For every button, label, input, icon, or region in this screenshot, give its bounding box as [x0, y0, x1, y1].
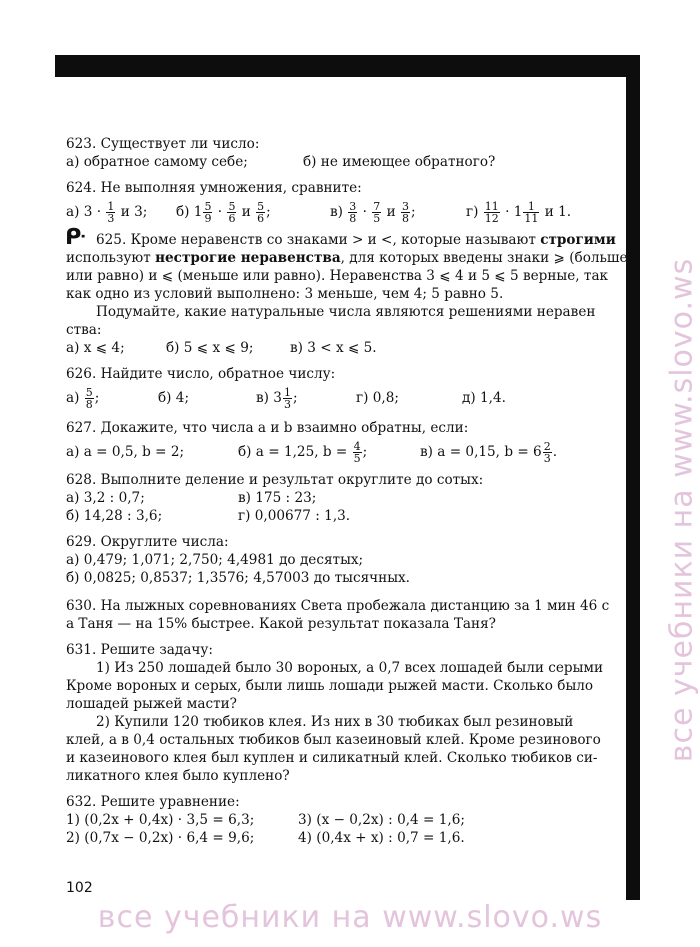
problem-627-c: в) a = 0,15, b = 6 $\frac{2}{3}$ .: [420, 439, 558, 465]
problem-627-a: а) a = 0,5, b = 2;: [66, 444, 185, 460]
problem-624-options: [66, 197, 626, 227]
problem-628-row2: [66, 507, 626, 525]
problem-626-e: д) 1,4.: [462, 390, 506, 406]
problem-625-line5: Подумайте, какие натуральные числа являются решениями неравен: [96, 304, 596, 320]
fraction: $\frac{1}{11}$: [524, 199, 539, 225]
side-watermark: все учебники на www.slovo.ws: [664, 257, 700, 763]
problem-624-title: 624. Не выполняя умножения, сравните:: [66, 180, 362, 196]
fraction: $\frac{1}{3}$: [107, 199, 115, 225]
problem-626-b: б) 4;: [158, 390, 190, 406]
problem-630-line2: а Таня — на 15% быстрее. Какой результат показала Таня?: [66, 616, 496, 632]
problem-626-options: [66, 383, 626, 413]
fraction: $\frac{4}{5}$: [353, 439, 361, 465]
problem-628-d: г) 0,00677 : 1,3.: [238, 508, 351, 524]
problem-625-options: [66, 339, 626, 357]
problem-628-row1: [66, 489, 626, 507]
problem-626-d: г) 0,8;: [356, 390, 399, 406]
problem-627-options: [66, 437, 626, 467]
problem-628-c: в) 175 : 23;: [238, 490, 317, 506]
problem-623-b: б) не имеющее обратного?: [303, 154, 496, 170]
book-spine-shadow: [626, 55, 640, 900]
problem-624-b: б) 1 $\frac{5}{9}$ · $\frac{5}{6}$ и $\frac{5}{6}$ ;: [176, 199, 271, 225]
fraction: $\frac{3}{8}$: [402, 199, 409, 225]
problem-632-row2: [66, 829, 626, 847]
problem-626-title: 626. Найдите число, обратное числу:: [66, 366, 336, 382]
problem-628-title: 628. Выполните деление и результат округлите до сотых:: [66, 472, 484, 488]
problem-629-a: а) 0,479; 1,071; 2,750; 4,4981 до десятых;: [66, 552, 364, 568]
problem-632-b: 2) (0,7x − 0,2x) · 6,4 = 9,6;: [66, 830, 255, 846]
bottom-watermark: все учебники на www.slovo.ws: [97, 900, 603, 935]
problem-625-b: б) 5 ⩽ x ⩽ 9;: [166, 340, 254, 356]
problem-632-title: 632. Решите уравнение:: [66, 794, 240, 810]
fraction: $\frac{11}{12}$: [484, 199, 499, 225]
problem-631-line4: 2) Купили 120 тюбиков клея. Из них в 30 тюбиках был резиновый: [96, 714, 574, 730]
problem-623-a: а) обратное самому себе;: [66, 154, 248, 170]
problem-623-options: [66, 153, 626, 171]
problem-623-title: 623. Существует ли число:: [66, 136, 260, 152]
fraction: $\frac{5}{9}$: [204, 199, 212, 225]
page-content: [66, 135, 626, 847]
problem-625-line6: ства:: [66, 322, 102, 338]
problem-627-b: б) a = 1,25, b = $\frac{4}{5}$ ;: [238, 439, 368, 465]
problem-625-line2-end: , для которых введены знаки ⩾ (больше: [340, 250, 628, 266]
problem-631-line6: и казеинового клея был куплен и силикатный клей. Сколько тюбиков си-: [66, 750, 598, 766]
problem-627-title: 627. Докажите, что числа a и b взаимно обратны, если:: [66, 420, 469, 436]
fraction: $\frac{7}{5}$: [373, 199, 381, 225]
problem-631-line5: клей, а в 0,4 остальных тюбиков был казеиновый клей. Кроме резинового: [66, 732, 601, 748]
term-strict: строгими: [540, 232, 616, 248]
problem-626-a: а) $\frac{5}{8}$ ;: [66, 385, 100, 411]
problem-632-d: 4) (0,4x + x) : 0,7 = 1,6.: [298, 830, 465, 846]
problem-625-line2: используют: [66, 250, 151, 266]
problem-631-line2: Кроме вороных и серых, были лишь лошади рыжей масти. Сколько было: [66, 678, 594, 694]
problem-631-line3: лошадей рыжей масти?: [66, 696, 237, 712]
problem-630-line1: 630. На лыжных соревнованиях Света пробежала дистанцию за 1 мин 46 с: [66, 598, 610, 614]
fraction: $\frac{1}{3}$: [283, 385, 291, 411]
problem-632-row1: [66, 811, 626, 829]
term-nonstrict: нестрогие неравенства: [155, 250, 341, 266]
problem-625-line3: или равно) и ⩽ (меньше или равно). Неравенства 3 ⩽ 4 и 5 ⩽ 5 верные, так: [66, 268, 609, 284]
problem-625-c: в) 3 < x ⩽ 5.: [290, 340, 377, 356]
fraction: $\frac{5}{6}$: [228, 199, 236, 225]
problem-624-a: а) 3 · $\frac{1}{3}$ и 3;: [66, 199, 148, 225]
problem-624-c: в) $\frac{3}{8}$ · $\frac{7}{5}$ и $\frac{3}{8}$ ;: [330, 199, 416, 225]
fraction: $\frac{2}{3}$: [543, 439, 551, 465]
problem-625-line1: 625. Кроме неравенств со знаками > и <, которые называют: [96, 232, 536, 248]
problem-625: [65, 225, 628, 357]
problem-632-a: 1) (0,2x + 0,4x) · 3,5 = 6,3;: [66, 812, 255, 828]
problem-626-c: в) 3 $\frac{1}{3}$ ;: [256, 385, 298, 411]
problem-631-line7: ликатного клея было куплено?: [66, 768, 290, 784]
page-number: 102: [66, 880, 93, 896]
problem-631-title: 631. Решите задачу:: [66, 642, 213, 658]
problem-628-b: б) 14,28 : 3,6;: [66, 508, 163, 524]
problem-625-line4: как одно из условий выполнено: 3 меньше, чем 4; 5 равно 5.: [66, 286, 504, 302]
fraction: $\frac{5}{8}$: [85, 385, 93, 411]
fraction: $\frac{3}{8}$: [349, 199, 357, 225]
exercise-marker-icon: ᑷ: [65, 225, 87, 250]
fraction: $\frac{5}{6}$: [257, 199, 265, 225]
problem-625-a: а) x ⩽ 4;: [66, 340, 125, 356]
problem-624-d: г) $\frac{11}{12}$ · 1 $\frac{1}{11}$ и 1.: [466, 199, 572, 225]
problem-629-title: 629. Округлите числа:: [66, 534, 229, 550]
problem-628-a: а) 3,2 : 0,7;: [66, 490, 145, 506]
page-top-edge: [55, 55, 640, 77]
problem-629-b: б) 0,0825; 0,8537; 1,3576; 4,57003 до тысячных.: [66, 570, 410, 586]
problem-632-c: 3) (x − 0,2x) : 0,4 = 1,6;: [298, 812, 465, 828]
problem-631-line1: 1) Из 250 лошадей было 30 вороных, а 0,7 всех лошадей были серыми: [96, 660, 604, 676]
